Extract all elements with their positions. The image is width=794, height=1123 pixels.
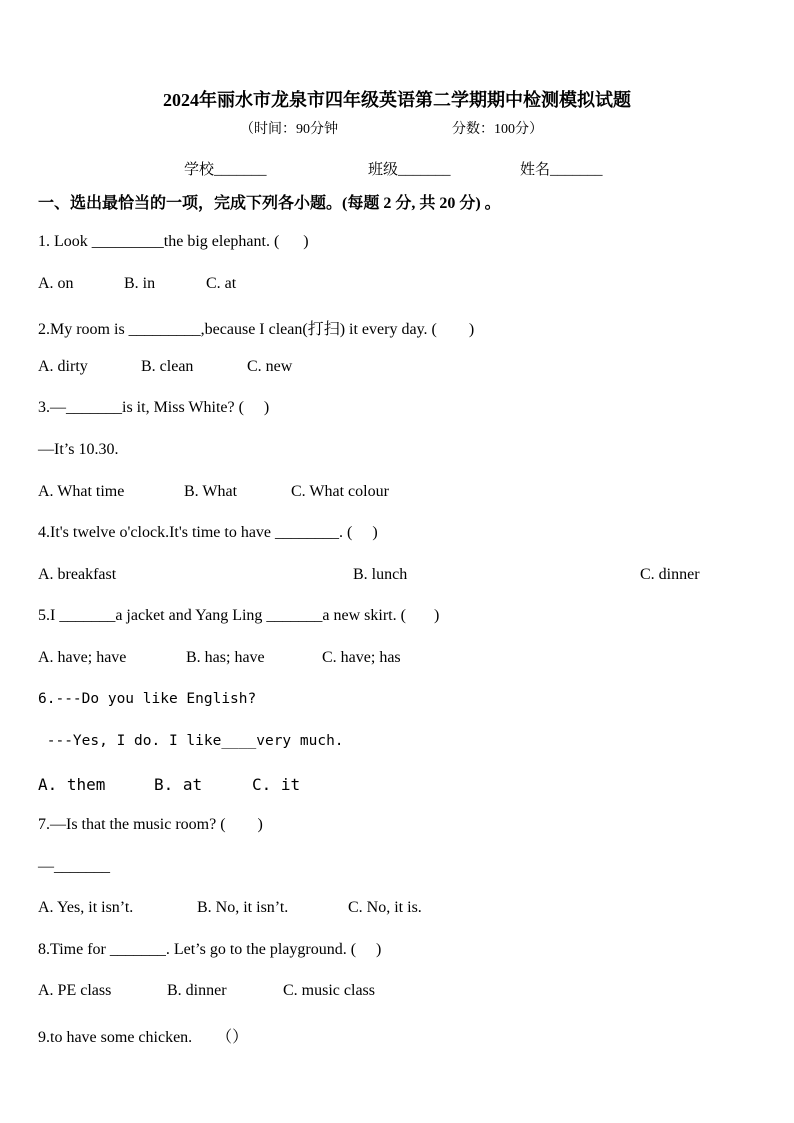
question-9-stem: 9.to have some chicken. （）: [38, 1029, 249, 1046]
question-8-stem: 8.Time for _______. Let’s go to the playground. ( ): [38, 941, 382, 958]
question-2-option-a: A. dirty: [38, 358, 88, 375]
question-2-stem: 2.My room is _________,because I clean(打扫) it every day. ( ): [38, 321, 475, 338]
question-3-option-b: B. What: [184, 483, 238, 500]
question-6-stem: 6.---Do you like English?: [38, 691, 257, 707]
question-1-stem: 1. Look _________the big elephant. ( ): [38, 233, 309, 250]
question-6-reply: ---Yes, I do. I like____very much.: [38, 733, 344, 749]
question-7-option-a: A. Yes, it isn’t.: [38, 899, 134, 916]
question-6-option-b: B. at: [154, 775, 203, 794]
class-field: 班级_______: [368, 162, 451, 178]
question-5-option-b: B. has; have: [186, 649, 265, 666]
question-6-option-a: A. them: [38, 775, 106, 794]
question-7-reply: —_______: [38, 858, 110, 875]
question-4-option-c: C. dinner: [640, 566, 700, 583]
question-3-option-c: C. What colour: [291, 483, 389, 500]
question-8-option-b: B. dinner: [167, 982, 227, 999]
question-1-option-c: C. at: [206, 275, 237, 292]
exam-time: （时间：90分钟: [240, 122, 338, 137]
question-1-option-b: B. in: [124, 275, 156, 292]
question-7-option-b: B. No, it isn’t.: [197, 899, 289, 916]
question-8-option-a: A. PE class: [38, 982, 112, 999]
question-2-option-c: C. new: [247, 358, 293, 375]
school-field: 学校_______: [184, 162, 267, 178]
question-3-option-a: A. What time: [38, 483, 125, 500]
question-4-stem: 4.It's twelve o'clock.It's time to have ________. ( ): [38, 524, 378, 541]
question-2-option-b: B. clean: [141, 358, 194, 375]
page-title: 2024年丽水市龙泉市四年级英语第二学期期中检测模拟试题: [163, 90, 631, 110]
question-4-option-b: B. lunch: [353, 566, 408, 583]
question-3-stem: 3.—_______is it, Miss White? ( ): [38, 399, 270, 416]
section-heading: 一、选出最恰当的一项，完成下列各小题。(每题 2 分, 共 20 分) 。: [38, 195, 501, 212]
question-4-option-a: A. breakfast: [38, 566, 117, 583]
exam-score: 分数：100分）: [452, 122, 543, 137]
question-1-option-a: A. on: [38, 275, 74, 292]
question-6-option-c: C. it: [252, 775, 301, 794]
name-field: 姓名_______: [520, 162, 603, 178]
question-8-option-c: C. music class: [283, 982, 375, 999]
question-7-stem: 7.—Is that the music room? ( ): [38, 816, 263, 833]
question-5-option-a: A. have; have: [38, 649, 127, 666]
question-5-option-c: C. have; has: [322, 649, 401, 666]
question-3-reply: —It’s 10.30.: [38, 441, 119, 458]
question-7-option-c: C. No, it is.: [348, 899, 422, 916]
question-5-stem: 5.I _______a jacket and Yang Ling _______a new skirt. ( ): [38, 607, 440, 624]
